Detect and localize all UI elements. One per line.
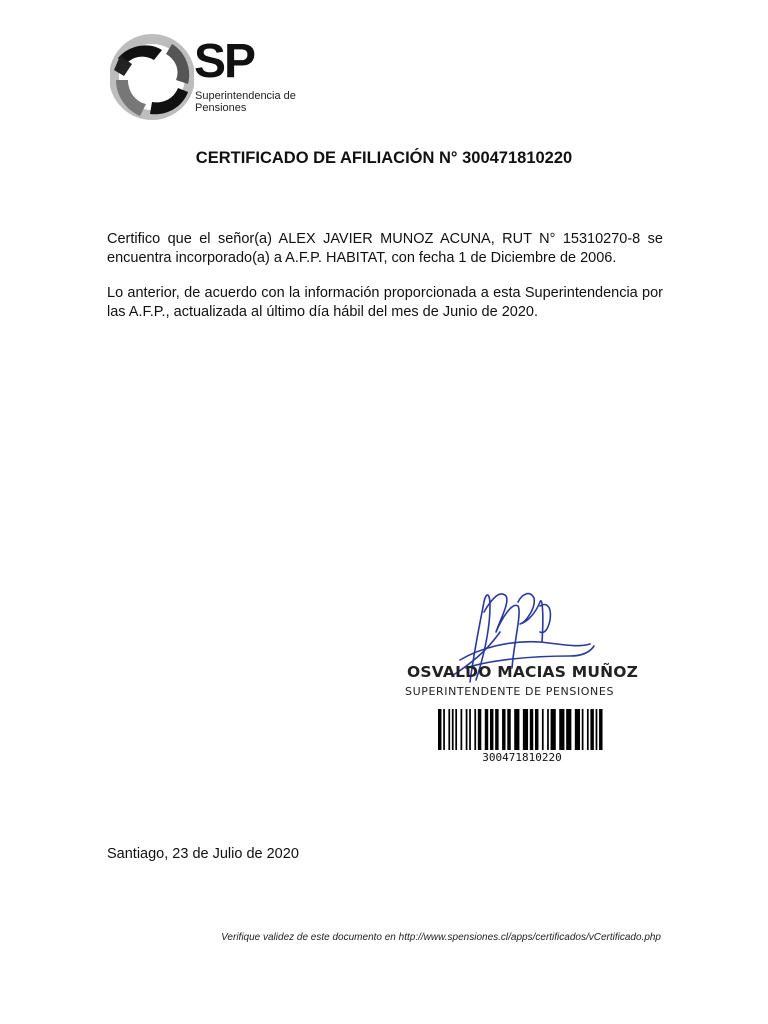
barcode [438,709,606,750]
barcode-bar [590,709,593,750]
barcode-bar [599,709,602,750]
signer-title: SUPERINTENDENTE DE PENSIONES [405,685,615,698]
barcode-bar [495,709,498,750]
barcode-bar [438,709,441,750]
barcode-bar [461,709,463,750]
hands-star-icon [110,34,194,120]
place-and-date: Santiago, 23 de Julio de 2020 [107,846,299,862]
barcode-bar [530,709,533,750]
barcode-bar [507,709,510,750]
barcode-bar [575,709,580,750]
barcode-bar [587,709,589,750]
barcode-bar [474,709,476,750]
signer-name: OSVALDO MACIAS MUÑOZ [407,663,639,681]
logo-name-line1: Superintendencia de [195,90,296,102]
barcode-bar [559,709,564,750]
barcode-bar [469,709,471,750]
barcode-bar [535,709,538,750]
barcode-bar [455,709,457,750]
logo-abbreviation: SP [194,35,255,88]
barcode-number: 300471810220 [482,751,562,764]
barcode-bar [502,709,505,750]
barcode-bar [490,709,493,750]
barcode-bar [452,709,454,750]
barcode-bar [547,709,549,750]
barcode-bar [566,709,571,750]
barcode-bar [514,709,519,750]
logo-name-line2: Pensiones [195,102,247,114]
barcode-bar [596,709,598,750]
barcode-bar [523,709,528,750]
barcode-bar [551,709,556,750]
barcode-bar [443,709,445,750]
barcode-bar [448,709,450,750]
certificate-paragraph-1: Certifico que el señor(a) ALEX JAVIER MUNOZ ACUNA, RUT N° 15310270-8 se encuentra incorporado(a) a A.F.P. HABITAT, con fecha 1 de Diciembre de 2006. [107,231,663,266]
sp-logo [110,34,310,120]
barcode-bar [466,709,468,750]
barcode-bar [582,709,584,750]
barcode-bar [542,709,544,750]
certificate-paragraph-2: Lo anterior, de acuerdo con la información proporcionada a esta Superintendencia por las A.F.P., actualizada al último día hábil del mes de Junio de 2020. [107,285,663,320]
barcode-bar [485,709,488,750]
certificate-title: CERTIFICADO DE AFILIACIÓN N° 300471810220 [195,149,573,167]
verification-note: Verifique validez de este documento en http://www.spensiones.cl/apps/certificados/vCertificado.php [221,932,661,943]
barcode-bar [478,709,481,750]
